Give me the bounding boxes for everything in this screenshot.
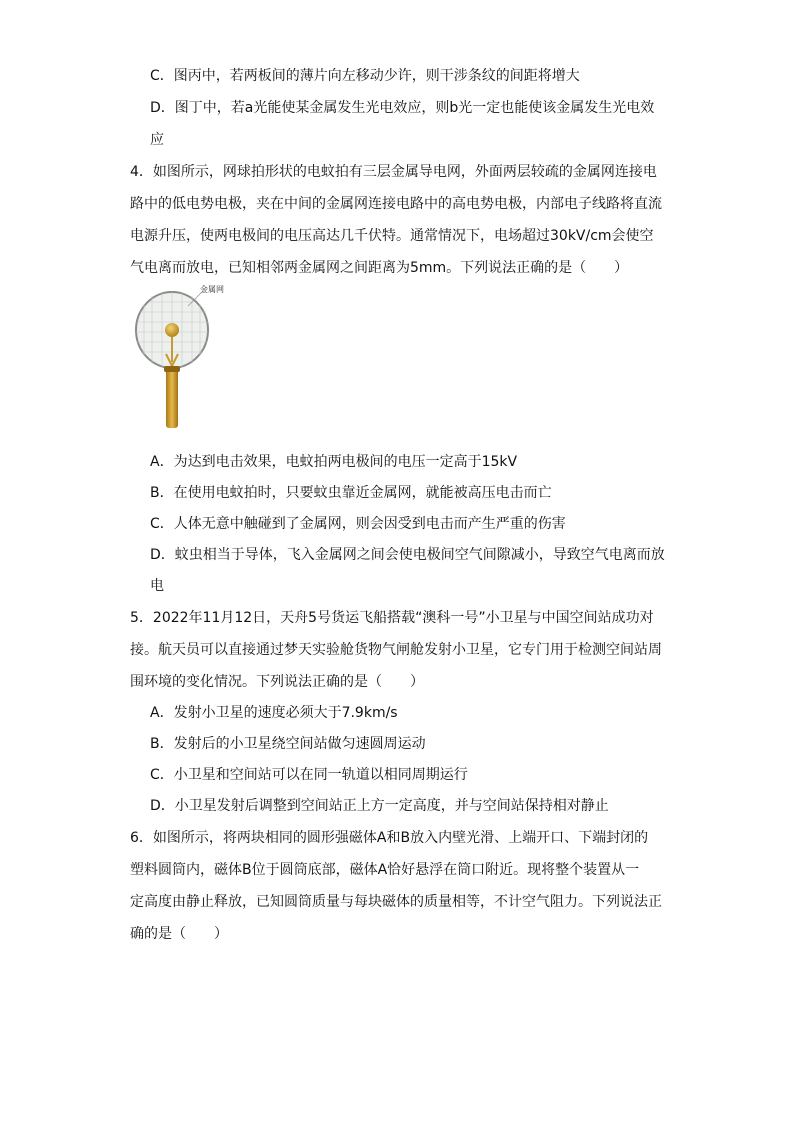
q5-option-a: A．发射小卫星的速度必须大于7.9km/s: [150, 705, 398, 721]
racket-illustration: [130, 282, 240, 432]
q3-option-d-line2: 应: [150, 132, 164, 148]
electric-mosquito-racket-figure: [130, 282, 240, 432]
q6-stem-line4: 确的是（ ）: [130, 926, 228, 942]
q3-option-d-line1: D．图丁中，若a光能使某金属发生光电效应，则b光一定也能使该金属发生光电效: [150, 100, 655, 116]
q4-option-d-line2: 电: [150, 578, 164, 594]
q4-stem-line2: 路中的低电势电极，夹在中间的金属网连接电路中的高电势电极，内部电子线路将直流: [130, 196, 662, 212]
q4-stem-line1: 4．如图所示，网球拍形状的电蚊拍有三层金属导电网，外面两层较疏的金属网连接电: [130, 164, 657, 180]
q4-stem-line3: 电源升压，使两电极间的电压高达几千伏特。通常情况下，电场超过30kV/cm会使空: [130, 228, 654, 244]
q4-stem-line4: 气电离而放电，已知相邻两金属网之间距离为5mm。下列说法正确的是（ ）: [130, 260, 629, 276]
q4-option-b: B．在使用电蚊拍时，只要蚊虫靠近金属网，就能被高压电击而亡: [150, 485, 552, 501]
q3-option-c: C．图丙中，若两板间的薄片向左移动少许，则干涉条纹的间距将增大: [150, 68, 580, 84]
q6-stem-line3: 定高度由静止释放，已知圆筒质量与每块磁体的质量相等，不计空气阻力。下列说法正: [130, 894, 662, 910]
q4-option-d-line1: D．蚊虫相当于导体，飞入金属网之间会使电极间空气间隙减小，导致空气电离而放: [150, 547, 665, 563]
q6-stem-line2: 塑料圆筒内，磁体B位于圆筒底部，磁体A恰好悬浮在筒口附近。现将整个装置从一: [130, 862, 640, 878]
q5-stem-line1: 5．2022年11月12日，天舟5号货运飞船搭载“澳科一号”小卫星与中国空间站成功对: [130, 610, 654, 626]
q5-option-c: C．小卫星和空间站可以在同一轨道以相同周期运行: [150, 767, 468, 783]
q5-option-d: D．小卫星发射后调整到空间站正上方一定高度，并与空间站保持相对静止: [150, 798, 609, 814]
q4-option-a: A．为达到电击效果，电蚊拍两电极间的电压一定高于15kV: [150, 454, 518, 470]
q4-option-c: C．人体无意中触碰到了金属网，则会因受到电击而产生严重的伤害: [150, 516, 566, 532]
figure-label-metal-mesh: 金属网: [200, 285, 224, 294]
q5-option-b: B．发射后的小卫星绕空间站做匀速圆周运动: [150, 736, 426, 752]
q6-stem-line1: 6．如图所示，将两块相同的圆形强磁体A和B放入内壁光滑、上端开口、下端封闭的: [130, 830, 649, 846]
q5-stem-line3: 围环境的变化情况。下列说法正确的是（ ）: [130, 674, 424, 690]
q5-stem-line2: 接。航天员可以直接通过梦天实验舱货物气闸舱发射小卫星，它专门用于检测空间站周: [130, 642, 662, 658]
